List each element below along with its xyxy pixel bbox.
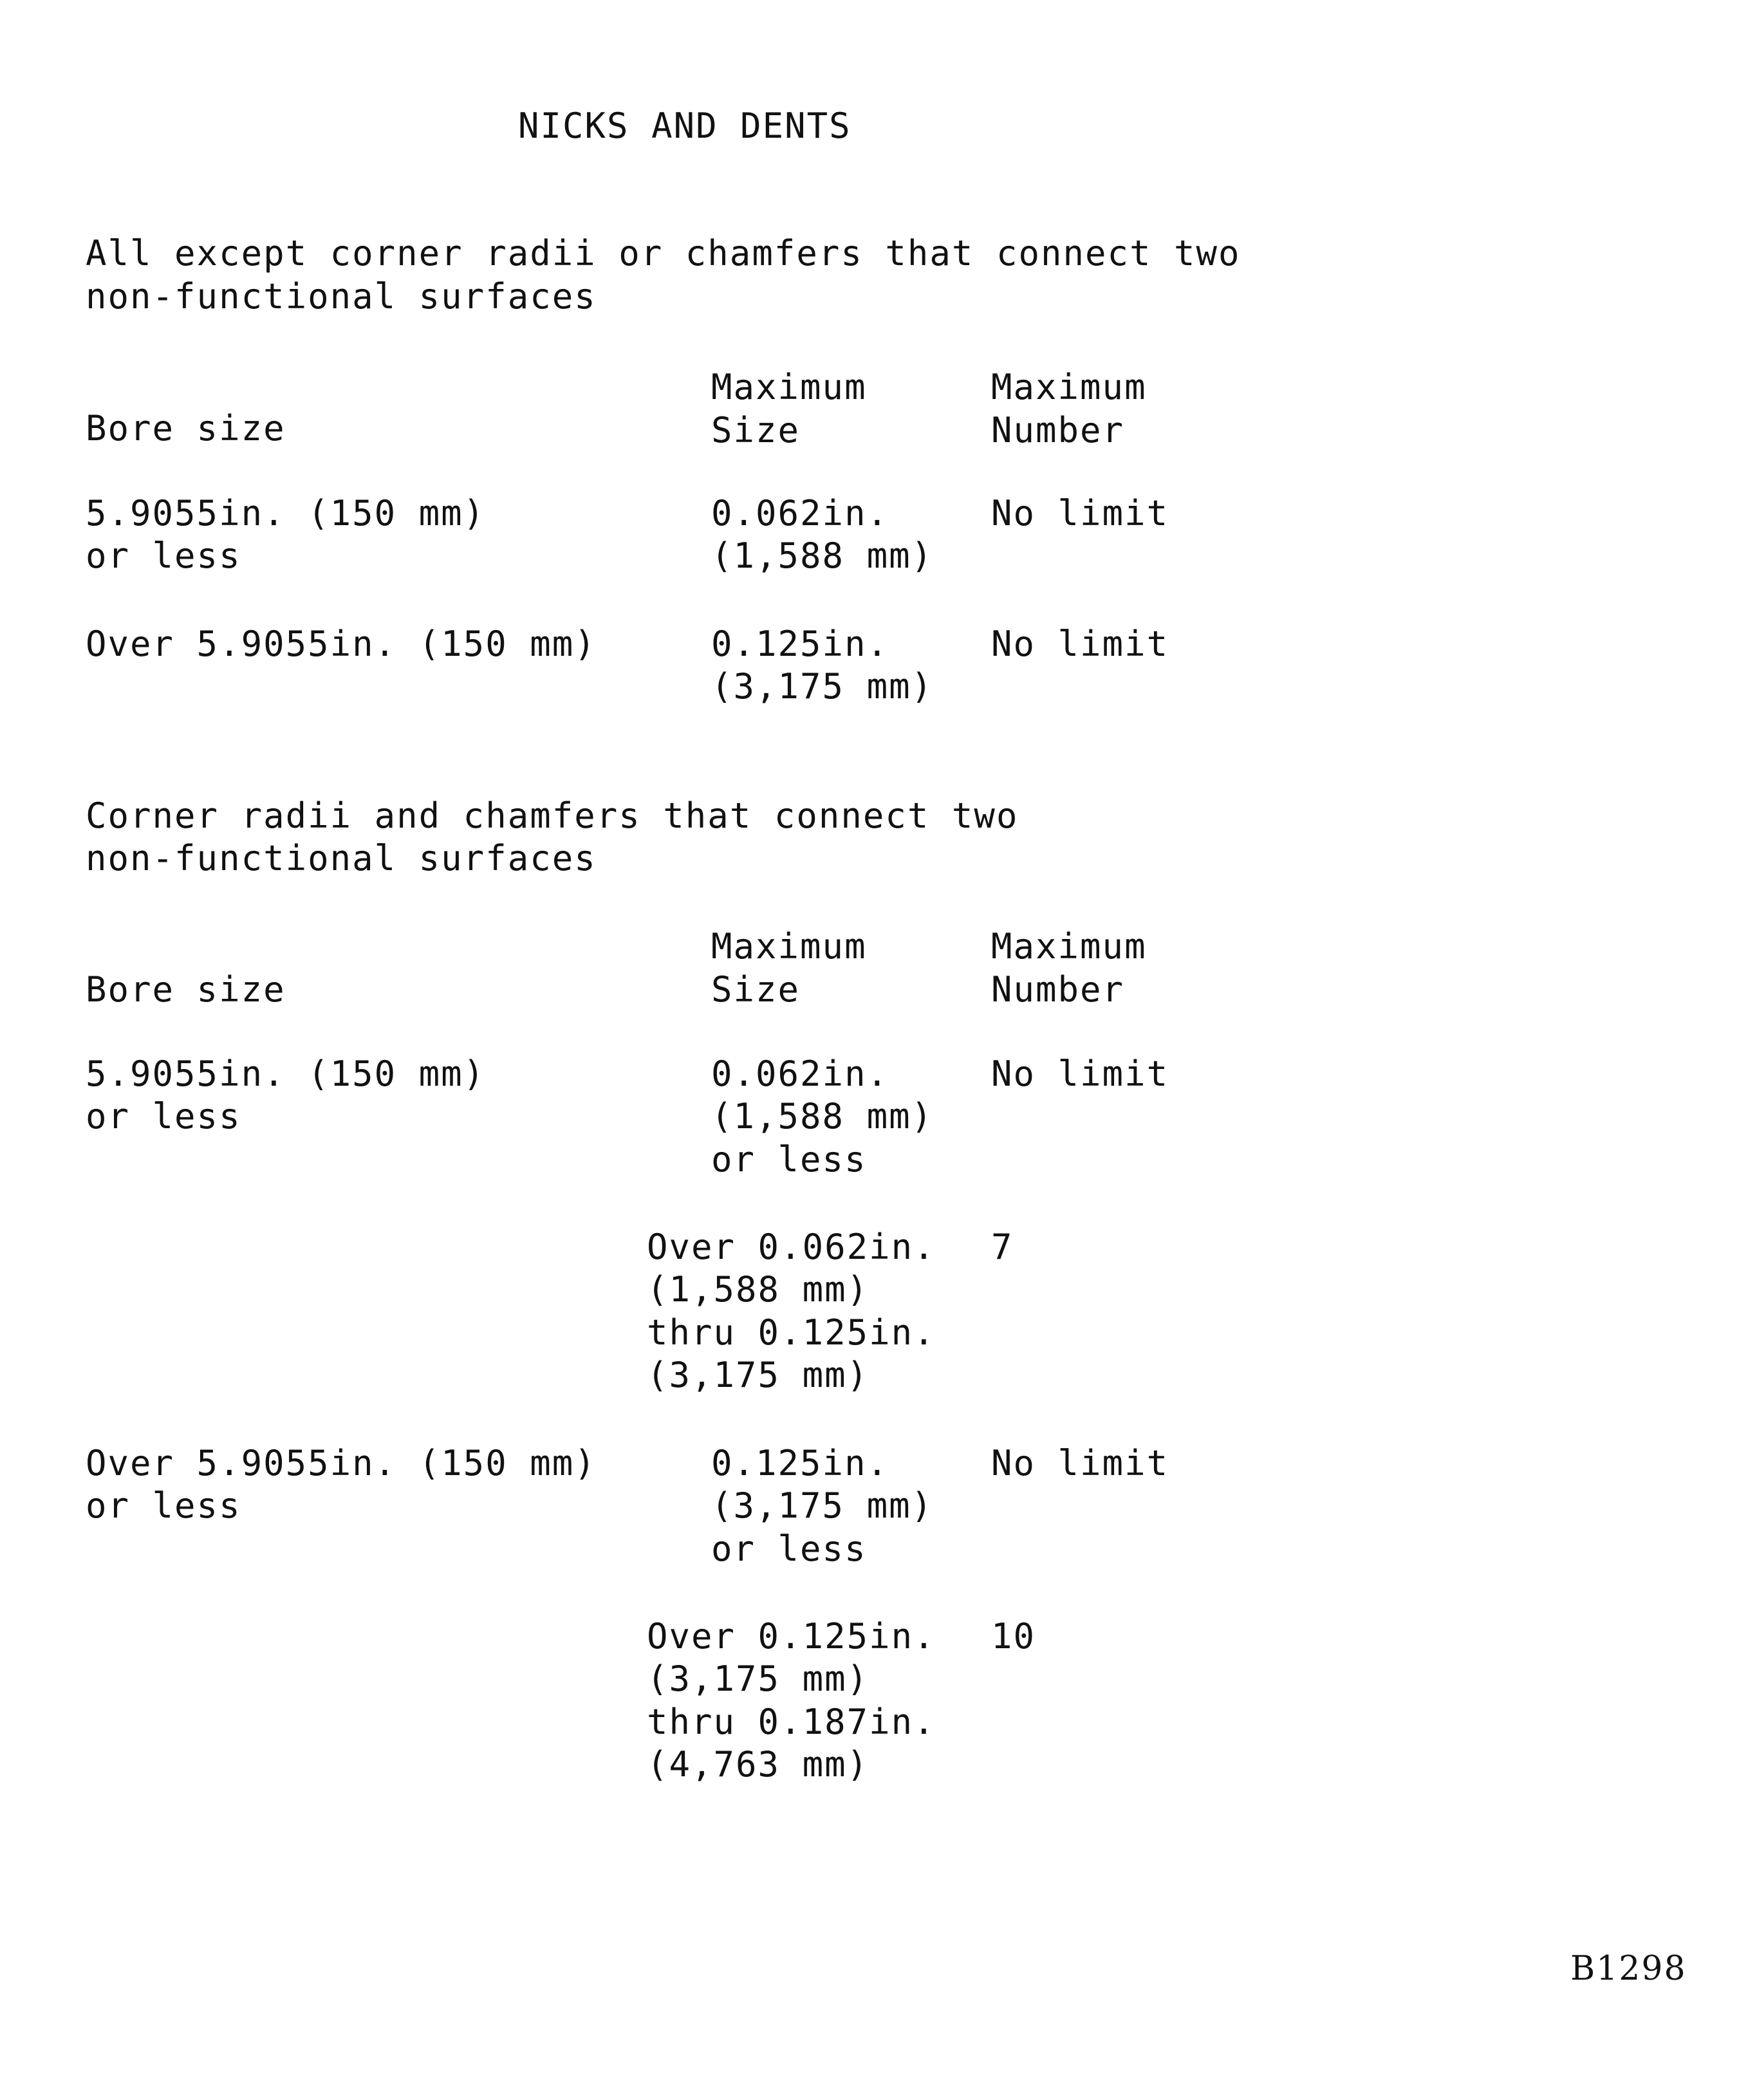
section2-col-bore-label: Bore size xyxy=(86,969,286,1010)
table-cell-number: No limit xyxy=(991,624,1169,664)
table-cell-number: 10 xyxy=(991,1616,1036,1657)
table-cell-size: 0.062in. xyxy=(711,1054,889,1094)
section2-col-size-label1: Maximum xyxy=(711,926,867,967)
table-cell-bore: 5.9055in. (150 mm) xyxy=(86,493,486,534)
section2-heading-line2: non-functional surfaces xyxy=(86,838,597,878)
table-cell-size: (3,175 mm) xyxy=(711,666,934,707)
table-cell-number: 7 xyxy=(991,1227,1014,1267)
table-cell-size: or less xyxy=(711,1529,867,1569)
table-cell-size: 0.125in. xyxy=(711,1443,889,1483)
table-cell-size: (3,175 mm) xyxy=(647,1355,869,1395)
table-cell-size: thru 0.125in. xyxy=(647,1312,936,1353)
table-cell-size: 0.125in. xyxy=(711,624,889,664)
table-cell-size: (4,763 mm) xyxy=(647,1744,869,1785)
table-cell-size: (1,588 mm) xyxy=(711,535,934,576)
table-cell-bore: or less xyxy=(86,1096,241,1137)
figure-code: B1298 xyxy=(1570,1949,1687,1988)
section1-col-size-label1: Maximum xyxy=(711,367,867,407)
table-cell-size: thru 0.187in. xyxy=(647,1702,936,1742)
section2-heading-line1: Corner radii and chamfers that connect two xyxy=(86,795,1019,836)
table-cell-bore: 5.9055in. (150 mm) xyxy=(86,1054,486,1094)
section1-heading-line2: non-functional surfaces xyxy=(86,276,597,317)
table-cell-size: 0.062in. xyxy=(711,493,889,534)
section1-col-bore-label: Bore size xyxy=(86,408,286,449)
table-cell-number: No limit xyxy=(991,493,1169,534)
section1-col-number-label1: Maximum xyxy=(991,367,1147,407)
section2-col-number-label2: Number xyxy=(991,969,1125,1010)
section2-col-size-label2: Size xyxy=(711,969,801,1010)
table-cell-size: (1,588 mm) xyxy=(711,1096,934,1137)
table-cell-bore: Over 5.9055in. (150 mm) xyxy=(86,624,597,664)
section1-col-number-label2: Number xyxy=(991,410,1125,451)
section2-col-number-label1: Maximum xyxy=(991,926,1147,967)
table-cell-size: Over 0.125in. xyxy=(647,1616,936,1657)
table-cell-size: (3,175 mm) xyxy=(711,1485,934,1526)
table-cell-number: No limit xyxy=(991,1443,1169,1483)
table-cell-bore: or less xyxy=(86,1485,241,1526)
table-cell-size: or less xyxy=(711,1139,867,1180)
table-cell-number: No limit xyxy=(991,1054,1169,1094)
table-cell-size: (3,175 mm) xyxy=(647,1659,869,1699)
section1-col-size-label2: Size xyxy=(711,410,801,451)
page-title: NICKS AND DENTS xyxy=(518,106,851,146)
table-cell-size: (1,588 mm) xyxy=(647,1269,869,1310)
table-cell-bore: Over 5.9055in. (150 mm) xyxy=(86,1443,597,1483)
table-cell-size: Over 0.062in. xyxy=(647,1227,936,1267)
table-cell-bore: or less xyxy=(86,535,241,576)
section1-heading-line1: All except corner radii or chamfers that connect two xyxy=(86,233,1241,274)
